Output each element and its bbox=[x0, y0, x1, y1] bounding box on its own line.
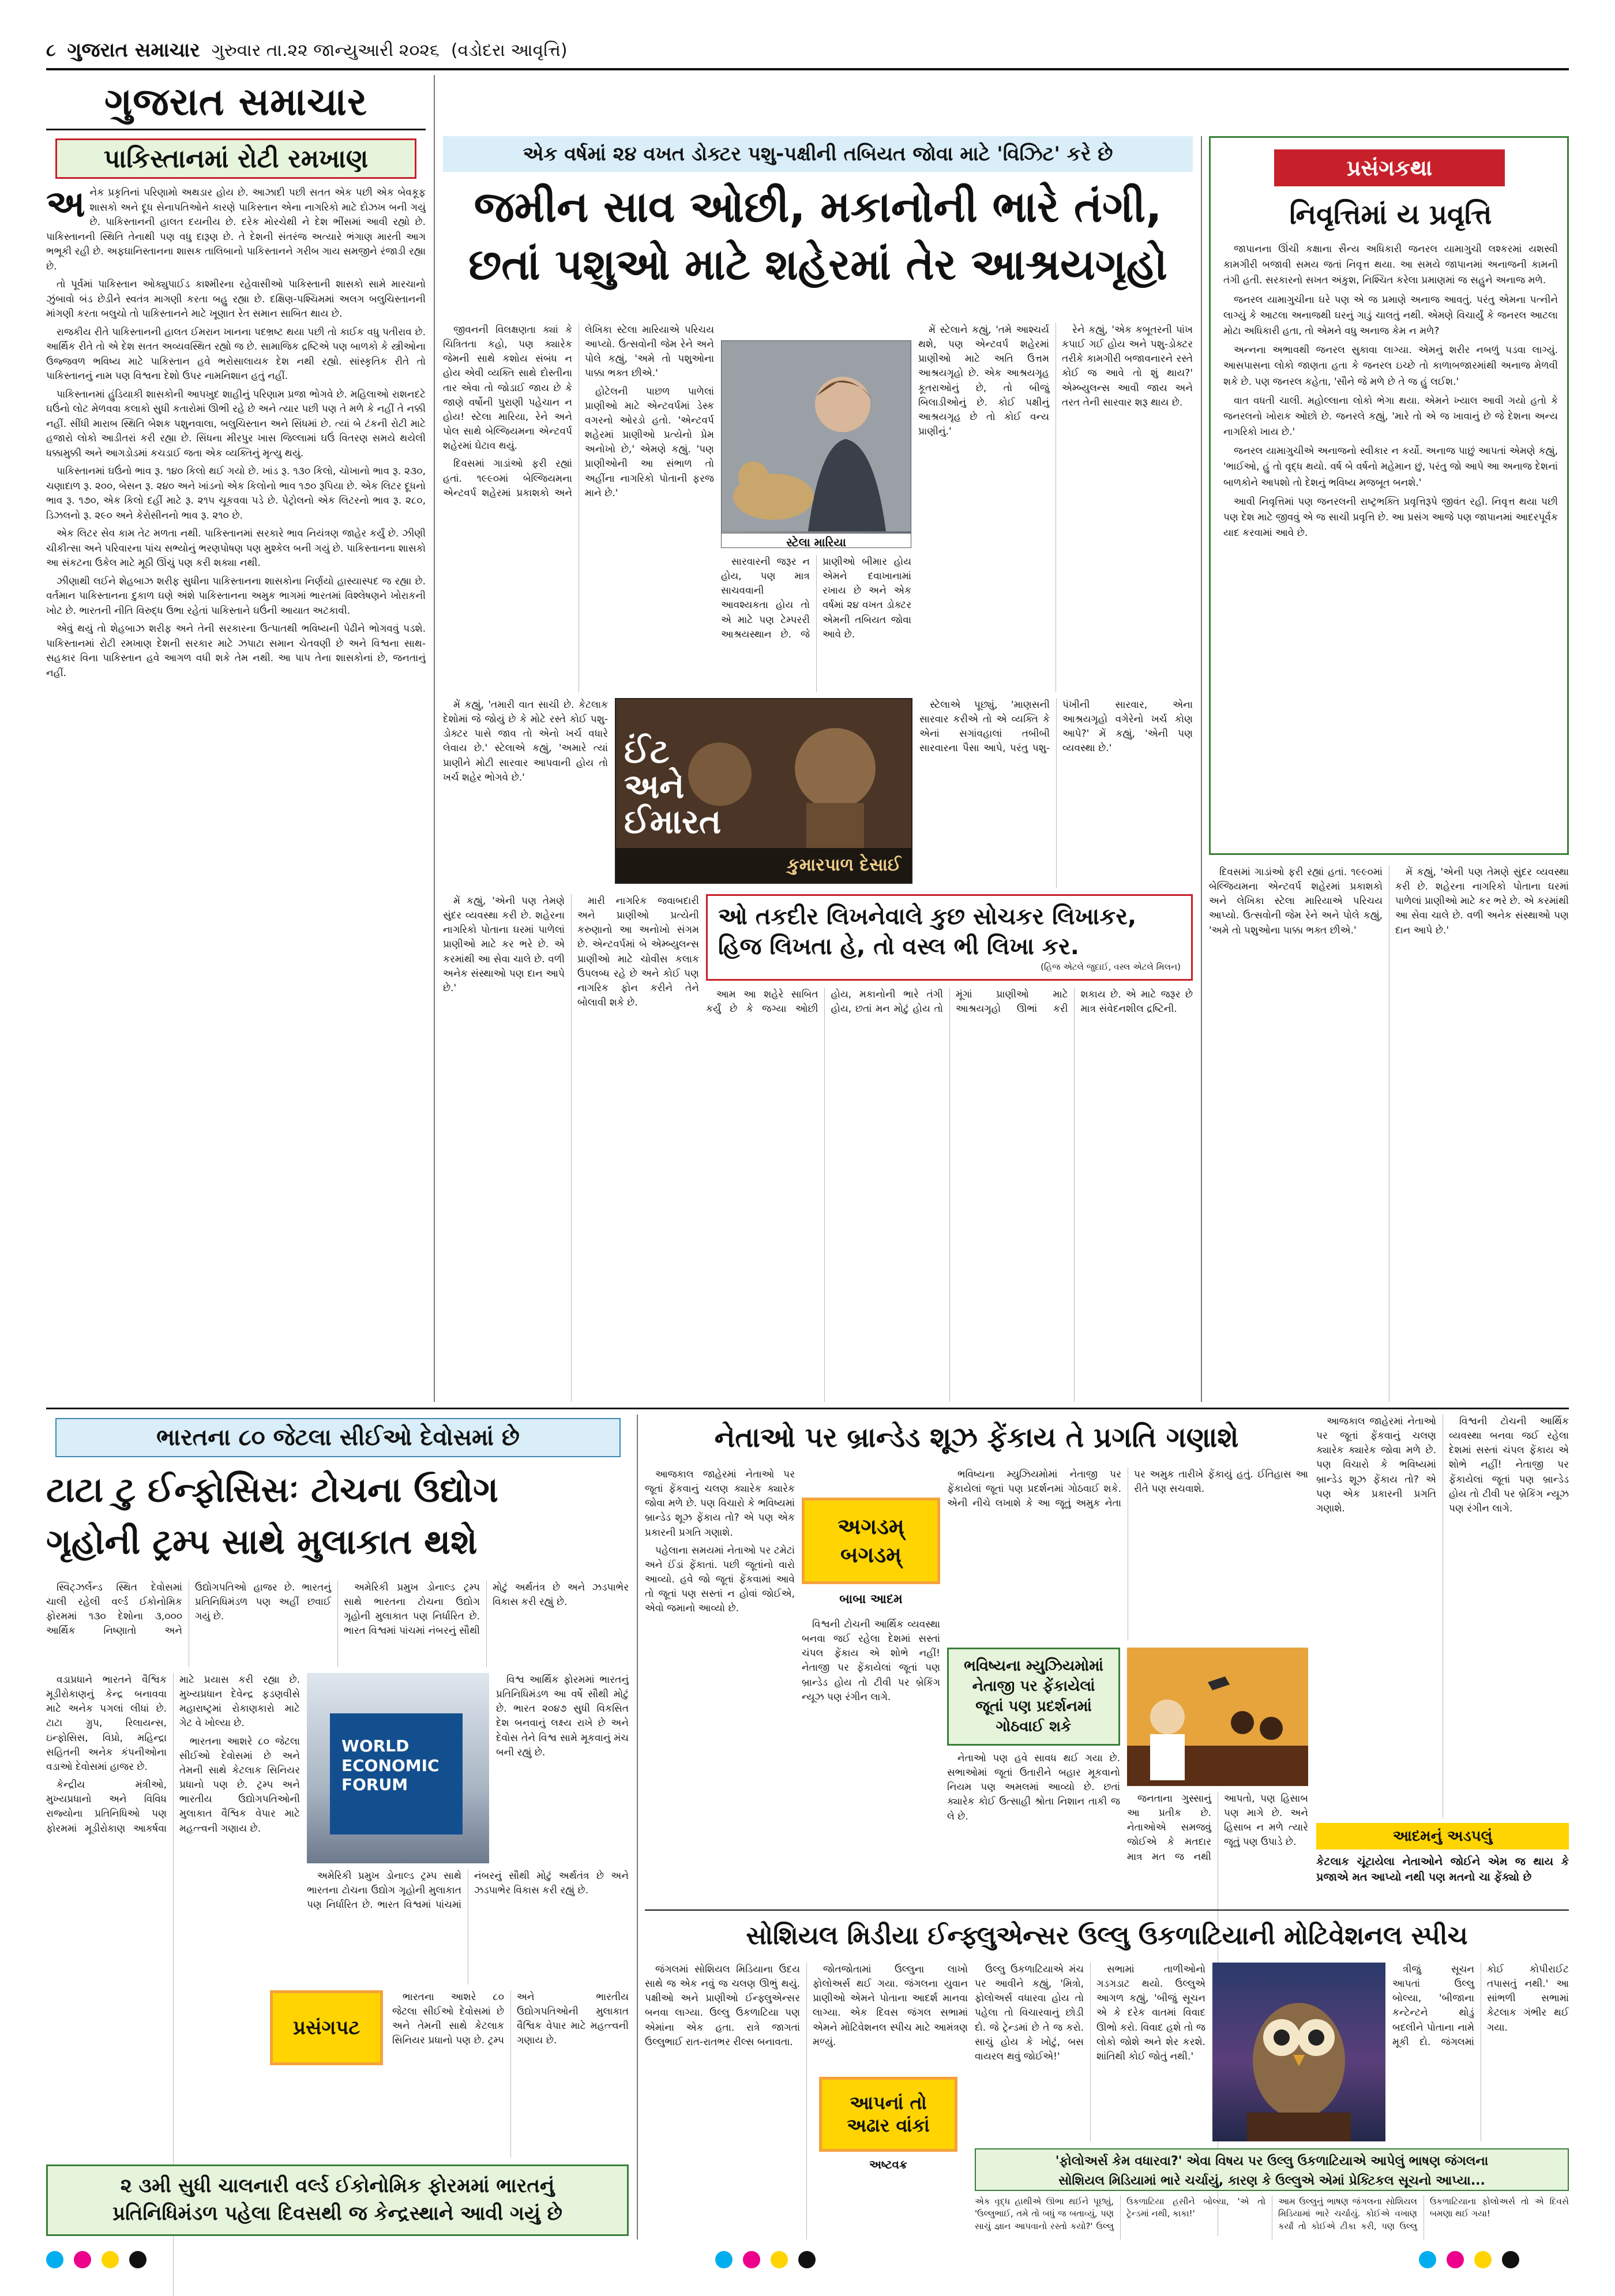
wef-photo bbox=[307, 1673, 489, 1863]
wef-sign-line2: ECONOMIC bbox=[341, 1755, 440, 1775]
story1-para: દિવસમાં ગાડાંઓ ફરી રહ્યાં હતાં. ૧૯૯૦માં બેલ્જિયમના એન્ટવર્પ શહેરમાં પ્રકાશકો અને લેખિકા સ્ટેલા મારિયાએ પરિચય આપ્યો. ઉત્સવોની જેમ રેને અને પોલે કહ્યું, 'અમે તો પશુઓના પાક્કા ભક્ત છીએ.' bbox=[443, 324, 714, 499]
story4-headline bbox=[645, 1914, 1569, 1958]
story3-end-note bbox=[1316, 1854, 1569, 1900]
black-dot-icon bbox=[1502, 2251, 1519, 2268]
story4-body-d bbox=[975, 2196, 1569, 2239]
section-rule bbox=[645, 1909, 1569, 1911]
black-dot-icon bbox=[129, 2251, 147, 2268]
magenta-dot-icon bbox=[1447, 2251, 1464, 2268]
story3-para: વિશ્વની ટોચની આર્થિક વ્યવસ્થા બનવા જઈ રહેલા દેશમાં સસ્તાં ચંપલ ફેંકાય એ શોભે નહીં! નેતાજી પર ફેંકાયેલાં જૂતાં પણ બ્રાન્ડેડ હોય તો ટીવી પર બ્રેકિંગ ન્યૂઝ પણ રંગીન લાગે. bbox=[802, 1619, 940, 1703]
story3-cartoon bbox=[1127, 1648, 1308, 1786]
magenta-dot-icon bbox=[743, 2251, 760, 2268]
story4-para: ઉલ્લુ ઉકળાટિયાએ મંચ પર આવીને કહ્યું, 'મિત્રો, ફોલોઅર્સ વધારવા હોય તો પહેલા તો વિચારવાનું છોડી દો. જે ટ્રેન્ડમાં છે તે જ કરો. સાચું હોય કે ખોટું, બસ વાયરલ થવું જોઈએ!' bbox=[975, 1964, 1084, 2062]
yellow-dot-icon bbox=[102, 2251, 119, 2268]
story3-body-a bbox=[645, 1468, 795, 1837]
editorial-dropcap: અ bbox=[46, 186, 85, 226]
story3-end-label bbox=[1316, 1823, 1569, 1849]
paper-name-small: ગુજરાત સમાચાર bbox=[67, 39, 200, 62]
story1-body-a bbox=[443, 323, 714, 692]
dateline: ગુરુવાર તા.૨૨ જાન્યુઆરી ૨૦૨૬ bbox=[211, 40, 440, 61]
story4-author-text: અષ્ટવક્ર bbox=[869, 2158, 908, 2171]
prasangkatha-label-text: પ્રસંગકથા bbox=[1346, 155, 1433, 181]
story3-para: ભવિષ્યના મ્યુઝિયમોમાં નેતાજી પર ફેંકાયેલાં જૂતાં પણ પ્રદર્શનમાં ગોઠવાઈ શકે. એની નીચે લખાશે કે આ જૂતું અમુક નેતા પર અમુક તારીખે ફેંકાયું હતું. ઈતિહાસ આ રીતે પણ સચવાશે. bbox=[947, 1469, 1308, 1510]
story3-col-label: અગડમ્ બગડમ્ bbox=[837, 1513, 904, 1567]
story4-headline-text: સોશિયલ મિડીયા ઈન્ફ્લુએન્સર ઉલ્લુ ઉકળાટિયાની મોટિવેશનલ સ્પીચ bbox=[746, 1921, 1468, 1950]
story4-col-label-box bbox=[819, 2077, 957, 2152]
story3-body-b bbox=[802, 1618, 940, 1837]
editorial-para: રાજકીય રીતે પાકિસ્તાનની હાલત ઈમરાન ખાનના પદભ્રષ્ટ થયા પછી તો કાઈક વધુ પતીરાવ છે. આર્થિક રીતે તો એ દેશ સતત અવ્યવસ્થિત રહ્યો જ છે. સામાજિક દ્રષ્ટિએ પણ બાળકો કે સ્ત્રીઓના ઉજ્જવળ ભવિષ્ય માટે પાકિસ્તાન હવે ભરોસાલાયક દેશ નથી રહ્યો. સાંસ્કૃતિક રીતે તો પાકિસ્તાનનું નામ પણ વિશ્વના દેશો ઉપર નામનિશાન હતું નહીં. bbox=[46, 326, 426, 382]
story3-para: જનતાના ગુસ્સાનું આ પ્રતીક છે. નેતાઓએ સમજવું જોઈએ કે મતદાર માત્ર મત જ નથી આપતો, પણ હિસાબ પણ માગે છે. અને હિસાબ ન મળે ત્યારે જૂતું પણ ઉપાડે છે. bbox=[1127, 1793, 1308, 1863]
prasangkatha-para: આવી નિવૃત્તિમાં પણ જનરલની રાષ્ટ્રભક્તિ પ્રવૃત્તિરૂપે જીવંત રહી. નિવૃત્ત થયા પછી પણ દેશ માટે જીવવું એ જ સાચી પ્રવૃત્તિ છે. આ પ્રસંગ આજે પણ જાપાનમાં આદરપૂર્વક યાદ કરવામાં આવે છે. bbox=[1223, 496, 1558, 539]
story2-body-c bbox=[496, 1673, 629, 1863]
story1-para: દિવસમાં ગાડાંઓ ફરી રહ્યાં હતાં. ૧૯૯૦માં બેલ્જિયમના એન્ટવર્પ શહેરમાં પ્રકાશકો અને લેખિકા સ્ટેલા મારિયાએ પરિચય આપ્યો. ઉત્સવોની જેમ રેને અને પોલે કહ્યું, 'અમે તો પશુઓના પાક્કા ભક્ત છીએ.' bbox=[1209, 866, 1383, 936]
story1-photo bbox=[721, 340, 911, 548]
cyan-dot-icon bbox=[46, 2251, 63, 2268]
prasangkatha-box bbox=[1209, 136, 1569, 855]
story2-headline bbox=[46, 1464, 629, 1574]
story4-para: જંગલમાં સોશિયલ મિડિયાના ઉદય સાથે જ એક નવું જ ચલણ ઊભું થયું. પક્ષીઓ અને પ્રાણીઓ ઈન્ફ્લુએન્સર બનવા લાગ્યા. ઉલ્લુ ઉકળાટિયા પણ એમાંના એક હતા. રાત્રે જાગતાં ઉલ્લુભાઈ રાત-રાતભર રીલ્સ બનાવતા. bbox=[645, 1964, 800, 2048]
story3-para: આજકાલ જાહેરમાં નેતાઓ પર જૂતાં ફેંકવાનું ચલણ ક્યારેક ક્યારેક જોવા મળે છે. પણ વિચારો કે ભવિષ્યમાં બ્રાન્ડેડ શૂઝ ફેંકાય તો? એ પણ એક પ્રકારની પ્રગતિ ગણાશે. bbox=[1316, 1416, 1436, 1514]
story1-para: મારી નાગરિક જવાબદારી અને પ્રાણીઓ પ્રત્યેની કરુણાનો આ અનોખો સંગમ છે. એન્ટવર્પમાં બે એમ્બ્યુલન્સ પ્રાણીઓ માટે ચોવીસ કલાક ઉપલબ્ધ રહે છે અને કોઈ પણ નાગરિક ફોન કરીને તેને બોલાવી શકે છે. bbox=[577, 895, 699, 1009]
editorial-title-box bbox=[55, 138, 416, 179]
quote-line1: ઓ તકદીર લિખનેવાલે કુછ સોચકર લિખાકર, bbox=[718, 903, 1137, 930]
shoe-throwing-crowd-image bbox=[1127, 1648, 1308, 1786]
story3-body-c bbox=[947, 1468, 1308, 1641]
story1-photo-caption: સ્ટેલા મારિયા bbox=[722, 534, 911, 548]
story1-body-c bbox=[721, 555, 911, 692]
story3-para: નેતાઓ પણ હવે સાવધ થઈ ગયા છે. સભાઓમાં જૂતાં ઉતારીને બહાર મૂકવાનો નિયમ પણ અમલમાં આવ્યો છે. છતાં ક્યારેક કોઈ ઉત્સાહી શ્રોતા નિશાન તાકી જ લે છે. bbox=[947, 1753, 1120, 1822]
prasangpat-label bbox=[270, 1990, 383, 2065]
story3-body-f bbox=[1316, 1415, 1569, 1818]
quote-line2: હિજ લિખતા હે, તો વસ્લ ભી લિખા કર. bbox=[718, 933, 1079, 960]
editorial-para: એક લિટર સેવ કામ તેટ મળતા નથી. પાકિસ્તાનમાં સરકારે ભાવ નિયંત્રણ જાહેર કર્યું છે. ઝીણી ચીકીત્સા અને પરિવારના પાંચ સભ્યોનું ભરણપોષણ પણ મુશ્કેલ બની ગયું છે. પાકિસ્તાનના શાસકો આ સંકટના ઉકેલ માટે મૂઠી ઊંચું પણ કરી શક્યા નથી. bbox=[46, 528, 426, 569]
registration-marks-left bbox=[46, 2251, 196, 2272]
editorial-para: એવું થયું તો શેહબાઝ શરીફ અને તેની સરકારના ઉત્પાતથી ભવિષ્યની પેઢીને ભોગવવું પડશે. પાકિસ્તાનમાં રોટી રમખાણ દેશની સરકાર માટે ઝપાટા સમાન ચેતવણી છે અને વિશ્વના સાથ-સહકાર વિના પાકિસ્તાન હવે આગળ વધી શકે તેમ નથી. આ પાપ તેના શાસકોનાં છે, જનતાનું નહીં. bbox=[46, 623, 426, 679]
edition-label: (વડોદરા આવૃત્તિ) bbox=[450, 40, 568, 61]
story4-para: સભામાં તાળીઓનો ગડગડાટ થયો. ઉલ્લુએ આગળ કહ્યું, 'બીજું સૂચન એ કે દરેક વાતમાં વિવાદ ઊભો કરો. વિવાદ હશે તો જ લોકો જોશે અને શેર કરશે. શાંતિથી કોઈ જોતું નથી.' bbox=[1096, 1964, 1205, 2062]
story2-body-a bbox=[46, 1581, 629, 1667]
yellow-dot-icon bbox=[1474, 2251, 1492, 2268]
story2-body-d bbox=[307, 1869, 629, 1984]
story1-para: મેં સ્ટેલાને કહ્યું, 'તમે આશ્ચર્ય થશે, પણ એન્ટવર્પ શહેરમાં પ્રાણીઓ માટે અતિ ઉત્તમ આશ્રયગૃહો છે. એક આશ્રયગૃહ કૂતરાઓનું છે, તો બીજું બિલાડીઓનું છે. કોઈ પક્ષીનું આશ્રયગૃહ છે તો કોઈ વન્ય પ્રાણીનું.' bbox=[918, 324, 1049, 438]
masthead-title: ગુજરાત સમાચાર bbox=[104, 78, 367, 124]
story1-para: સારવારની જરૂર ન હોય, પણ માત્ર સાચવવાની આવશ્યકતા હોય તો એ માટે પણ ટેમ્પરરી આશ્રયસ્થાન છે. જે પ્રાણીઓ બીમાર હોય એમને દવાખાનામાં રખાય છે અને એક વર્ષમાં ૨૪ વખત ડોક્ટર એમની તબિયત જોવા આવે છે. bbox=[721, 556, 911, 640]
story3-end-note-text: કેટલાક ચૂંટાયેલા નેતાઓને જોઈને એમ જ થાય કે પ્રજાએ મત આપ્યો નથી પણ મતનો ચા ફેંક્યો છે bbox=[1316, 1855, 1569, 1884]
prasangkatha-label bbox=[1274, 149, 1505, 186]
book-title: ઈંટ અને ઈમારત bbox=[624, 731, 722, 841]
woman-with-dog-image bbox=[722, 341, 911, 531]
story1-para: મેં કહ્યું, 'એની પણ તેમણે સુંદર વ્યવસ્થા કરી છે. શહેરના નાગરિકો પોતાના ઘરમાં પાળેલાં પ્રાણીઓ માટે કર ભરે છે. એ કરમાંથી આ સેવા ચાલે છે. વળી અનેક સંસ્થાઓ પણ દાન આપે છે.' bbox=[1395, 866, 1569, 936]
davos-footer-box bbox=[46, 2164, 629, 2236]
book-author: કુમારપાળ દેસાઈ bbox=[616, 848, 911, 883]
story4-para: એક વૃદ્ધ હાથીએ ઊભા થઈને પૂછ્યું, 'ઉલ્લુભાઈ, તમે તો બધું જ બતાવ્યું, પણ સાચું જ્ઞાન આપવાનો રસ્તો કયો?' ઉલ્લુ ઉકળાટિયા હસીને બોલ્યા, 'એ તો ટ્રેન્ડમાં નથી, કાકા!' bbox=[975, 2196, 1265, 2231]
quote-box bbox=[706, 894, 1193, 981]
story2-body-e bbox=[392, 1990, 629, 2158]
black-dot-icon bbox=[798, 2251, 816, 2268]
editorial-para: તો પૂર્વમાં પાકિસ્તાન ઓક્યુપાઈડ કાશ્મીરના રહેવાસીઓ પાકિસ્તાની શાસકો સામે મારચાનો ઝુંબાવો બંડ છેડીને સ્વતંત્ર માગણી કરતા બહુ રહ્યા છે. દક્ષિણ-પશ્ચિમમાં અલગ બલુચિસ્તાનની માંગણી કરતા બલુચો તો પાકિસ્તાનને માટે ખૂણાત રેત સમાન સાબિત થાય છે. bbox=[46, 279, 426, 320]
footer-line2: પ્રતિનિધિમંડળ પહેલા દિવસથી જ કેન્દ્રસ્થાને આવી ગયું છે bbox=[112, 2202, 562, 2225]
wef-sign-line3: FORUM bbox=[341, 1775, 408, 1795]
story1-para: મેં કહ્યું, 'તમારી વાત સાચી છે. કેટલાક દેશોમાં જે જોયું છે કે મોટે રસ્તે કોઈ પશુ-ડોક્ટર પાસે જાવ તો એનો ખર્ચ વધારે લેવાય છે.' સ્ટેલાએ કહ્યું, 'અમારે ત્યાં પ્રાણીને મોટી સારવાર આપવાની હોય તો ખર્ચ શહેર ભોગવે છે.' bbox=[443, 699, 608, 783]
prasangpat-label-text: પ્રસંગપટ bbox=[292, 2016, 360, 2039]
story1-body-h bbox=[1209, 865, 1569, 1402]
story2-para: સ્વિટ્ઝર્લેન્ડ સ્થિત દેવોસમાં ચાલી રહેલી વર્લ્ડ ઈકોનોમિક ફોરમમાં ૧૩૦ દેશોના ૩,૦૦૦ આર્થિક નિષ્ણાતો અને ઉદ્યોગપતિઓ હાજર છે. ભારતનું પ્રતિનિધિમંડળ પણ અહીં છવાઈ ગયું છે. bbox=[46, 1582, 331, 1637]
story3-para: વિશ્વની ટોચની આર્થિક વ્યવસ્થા બનવા જઈ રહેલા દેશમાં સસ્તાં ચંપલ ફેંકાય એ શોભે નહીં! નેતાજી પર ફેંકાયેલાં જૂતાં પણ બ્રાન્ડેડ હોય તો ટીવી પર બ્રેકિંગ ન્યૂઝ પણ રંગીન લાગે. bbox=[1449, 1416, 1569, 1514]
story2-para: કેન્દ્રીય મંત્રીઓ, મુખ્યપ્રધાનો અને વિવિધ રાજ્યોના પ્રતિનિધિઓ પણ ફોરમમાં મૂડીરોકાણ આકર્ષવા માટે પ્રયાસ કરી રહ્યા છે. મુખ્યપ્રધાન દેવેન્દ્ર ફડણવીસે મહારાષ્ટ્રમાં રોકાણકારો માટે ગેટ વે ખોલ્યા છે. bbox=[46, 1674, 300, 1834]
story1-kicker: એક વર્ષમાં ૨૪ વખત ડોક્ટર પશુ-પક્ષીની તબિયત જોવા માટે 'વિઝિટ' કરે છે bbox=[523, 142, 1113, 166]
story1-body-b bbox=[918, 323, 1193, 692]
story1-para: સ્ટેલાએ પૂછ્યું, 'માણસની સારવાર કરીએ તો એ વ્યક્તિ કે એનાં સગાંવહાલાં તબીબી સારવારના પૈસા આપે, પરંતુ પશુ-પંખીની સારવાર, એના આશ્રયગૃહો વગેરેનો ખર્ચ કોણ આપે?' મેં કહ્યું, 'એની પણ વ્યવસ્થા છે.' bbox=[919, 699, 1193, 755]
story3-para: પહેલાના સમયમાં નેતાઓ પર ટમેટાં અને ઈંડાં ફેંકાતાં. પછી જૂતાંનો વારો આવ્યો. હવે જો જૂતાં ફેંકવામાં આવે તો જૂતાં પણ સસ્તાં ન હોવાં જોઈએ, એવો જમાનો આવ્યો છે. bbox=[645, 1544, 795, 1615]
story1-para: મેં કહ્યું, 'એની પણ તેમણે સુંદર વ્યવસ્થા કરી છે. શહેરના નાગરિકો પોતાના ઘરમાં પાળેલાં પ્રાણીઓ માટે કર ભરે છે. એ કરમાંથી આ સેવા ચાલે છે. વળી અનેક સંસ્થાઓ પણ દાન આપે છે.' bbox=[443, 895, 565, 994]
prasangkatha-para: અન્નના અભાવથી જનરલ સુકાવા લાગ્યા. એમનું શરીર નબળું પડવા લાગ્યું. આસપાસના લોકો જાણતા હતા કે જનરલ ઇચ્છે તો કાળાબજારમાંથી અનાજ મેળવી શકે છે. પણ જનરલ કહેતા, 'સૌને જે મળે છે તે જ હું લઈશ.' bbox=[1223, 344, 1558, 388]
story3-author bbox=[802, 1592, 940, 1613]
wef-sign bbox=[330, 1713, 463, 1834]
cyan-dot-icon bbox=[715, 2251, 733, 2268]
story1-body-d bbox=[443, 698, 608, 888]
header-rule bbox=[46, 68, 1569, 70]
story1-body-f bbox=[443, 894, 699, 1402]
story3-pull-quote-text: ભવિષ્યના મ્યુઝિયમોમાં નેતાજી પર ફેંકાયેલાં જૂતાં પણ પ્રદર્શનમાં ગોઠવાઈ શકે bbox=[964, 1657, 1103, 1736]
story2-para: વિશ્વ આર્થિક ફોરમમાં ભારતનું પ્રતિનિધિમંડળ આ વર્ષે સૌથી મોટું છે. ભારત ૨૦૪૭ સુધી વિકસિત દેશ બનવાનું લક્ષ્ય રાખે છે અને દેવોસ તેને વિશ્વ સામે મૂકવાનું મંચ બની રહ્યું છે. bbox=[496, 1674, 629, 1758]
story4-para: આમ ઉલ્લુનું ભાષણ જંગલના સોશિયલ મિડિયામાં ભારે ચર્ચાયું. કોઈએ વખાણ કર્યાં તો કોઈએ ટીકા કરી, પણ ઉલ્લુ ઉકળાટિયાના ફોલોઅર્સ તો એ દિવસે બમણા થઈ ગયા! bbox=[1278, 2196, 1569, 2231]
registration-marks-center bbox=[715, 2251, 900, 2272]
story1-headline bbox=[443, 179, 1193, 312]
story1-para: રેને કહ્યું, 'એક કબૂતરની પાંખ કપાઈ ગઈ હોય અને પશુ-ડોક્ટર તરીકે કામગીરી બજાવનારને રસ્તે કોઈ જ આવે તો શું થાય?' એમ્બ્યુલન્સ આવી જાય અને તરત તેની સારવાર શરૂ થાય છે. bbox=[1062, 324, 1193, 408]
owl-speaker-image bbox=[1212, 1963, 1385, 2141]
page-number: ૮ bbox=[46, 40, 56, 61]
story1-body-g bbox=[706, 988, 1193, 1402]
story2-para: ભારતના આશરે ૮૦ જેટલા સીઈઓ દેવોસમાં છે અને તેમની સાથે કેટલાક સિનિયર પ્રધાનો પણ છે. ટ્રમ્પ અને ભારતીય ઉદ્યોગપતિઓની મુલાકાત વૈશ્વિક વેપાર માટે મહત્ત્વની ગણાય છે. bbox=[179, 1735, 300, 1834]
story2-headline-line1: ટાટા ટુ ઈન્ફોસિસઃ ટોચના ઉદ્યોગ bbox=[46, 1470, 498, 1510]
story3-headline bbox=[645, 1415, 1308, 1461]
story4-para: ત્રીજું સૂચન આપતાં ઉલ્લુ બોલ્યા, 'બીજાના કન્ટેન્ટને થોડું બદલીને પોતાના નામે મૂકી દો. જંગલમાં કોઈ કોપીરાઈટ તપાસતું નથી.' આ સાંભળી સભામાં કેટલાક ગંભીર થઈ ગયા. bbox=[1392, 1964, 1569, 2048]
story1-kicker-bar bbox=[443, 136, 1193, 172]
prasangkatha-title-text: નિવૃત્તિમાં ય પ્રવૃત્તિ bbox=[1289, 198, 1492, 231]
column-rule bbox=[1201, 136, 1202, 1402]
story4-col-label-line1: આપનાં તો bbox=[850, 2092, 927, 2114]
story2-para: વડાપ્રધાને ભારતને વૈશ્વિક મૂડીરોકાણનું કેન્દ્ર બનાવવા માટે અનેક પગલાં લીધાં છે. ટાટા ગ્રુપ, રિલાયન્સ, ઇન્ફોસિસ, વિપ્રો, મહિન્દ્રા સહિતની અનેક કંપનીઓના વડાઓ દેવોસમાં હાજર છે. bbox=[46, 1674, 167, 1773]
story2-kicker: ભારતના ૮૦ જેટલા સીઈઓ દેવોસમાં છે bbox=[156, 1424, 520, 1451]
editorial-para: ઝીણાથી લઈને શેહબાઝ શરીફ સુધીના પાકિસ્તાનના શાસકોના નિર્ણયો હાસ્યાસ્પદ જ રહ્યા છે. વર્તમાન પાકિસ્તાનના દુકાળ ઘણે અંશે પાકિસ્તાનના અમુક ભાગમાં ભારતમાં વિશ્લેષણને ખોરાકની ખોટ છે. ભારતની નીતિ વિરુદ્ધ ઉભા રહેતાં પાકિસ્તાને ઘઉંની આયાત અટકાવી. bbox=[46, 575, 426, 617]
story1-headline-line2: છતાં પશુઓ માટે શહેરમાં તેર આશ્રયગૃહો bbox=[468, 239, 1167, 290]
story2-para: ભારતના આશરે ૮૦ જેટલા સીઈઓ દેવોસમાં છે અને તેમની સાથે કેટલાક સિનિયર પ્રધાનો પણ છે. ટ્રમ્પ અને ભારતીય ઉદ્યોગપતિઓની મુલાકાત વૈશ્વિક વેપાર માટે મહત્ત્વની ગણાય છે. bbox=[392, 1991, 629, 2047]
story4-author bbox=[819, 2158, 957, 2175]
yellow-dot-icon bbox=[771, 2251, 788, 2268]
column-rule bbox=[434, 75, 435, 1402]
story3-end-label-text: આદમનું અડપલું bbox=[1392, 1828, 1493, 1845]
editorial-para: નેક પ્રકૃતિનાં પરિણામો અથડાર હોય છે. આઝાદી પછી સતત એક પછી એક બેવકૂફ શાસકો અને દૂધ સેનાપતિઓને કારણે પાકિસ્તાન એના નાગરિકો માટે દોઝખ બની ગયું છે. પાકિસ્તાનની હાલત દયનીય છે. દરેક મોરચેથી ને દેશ ભીંસમાં આવી રહ્યો છે. પાકિસ્તાનની સ્થિતિ તેનાથી પણ વધુ દારૂણ છે. તે દેશની સંતરંજ અત્યારે ભંગાણ મારતી આગ ભભૂકી રહી છે. અફઘાનિસ્તાનના શાસક તાલિબાનો પાકિસ્તાનને ગરીબ ગાય સમજીને રંજાડી રહ્યા છે. bbox=[46, 187, 426, 272]
story4-pull-quote-line2: સોશિયલ મિડિયામાં ભારે ચર્ચાયું, કારણ કે ઉલ્લુએ એમાં પ્રેક્ટિકલ સૂચનો આપ્યા... bbox=[1058, 2174, 1485, 2189]
masthead bbox=[46, 75, 426, 130]
column-rule bbox=[637, 1415, 638, 2239]
story3-pull-quote bbox=[947, 1648, 1120, 1746]
story2-para: અમેરિકી પ્રમુખ ડોનાલ્ડ ટ્રમ્પ સાથે ભારતના ટોચના ઉદ્યોગ ગૃહોની મુલાકાત પણ નિર્ધારિત છે. ભારત વિશ્વમાં પાંચમાં નંબરનું સૌથી મોટું અર્થતંત્ર છે અને ઝડપાભેર વિકાસ કરી રહ્યું છે. bbox=[307, 1870, 629, 1911]
story4-body-b bbox=[975, 1963, 1205, 2141]
quote-source: (હિજ એટલે જુદાઈ, વસ્લ એટલે મિલન) bbox=[1041, 962, 1181, 972]
story4-pull-quote-line1: 'ફોલોઅર્સ કેમ વધારવા?' એવા વિષય પર ઉલ્લુ ઉકળાટિયાએ આપેલું ભાષણ જંગલના bbox=[1055, 2154, 1489, 2169]
prasangkatha-para: જનરલ યામાગુચીના ઘરે પણ એ જ પ્રમાણે અનાજ આવતું. પરંતુ એમના પત્નીને લાગ્યું કે આટલા અનાજથી ઘરનું ગાડું ચાલતું નથી. એમણે વિચાર્યું કે જનરલ આટલા મોટા અધિકારી હતા, તો એમને વધુ અનાજ કેમ ન મળે? bbox=[1223, 294, 1558, 337]
editorial-title: પાકિસ્તાનમાં રોટી રમખાણ bbox=[103, 144, 369, 174]
story2-kicker-bar bbox=[55, 1418, 621, 1457]
book-banner bbox=[615, 698, 912, 884]
story3-col-label-box bbox=[802, 1498, 940, 1584]
story3-author-text: બાબા આદમ bbox=[839, 1592, 903, 1607]
editorial-para: પાકિસ્તાનમાં હુંડિયાકી શાસકોની આપખુદ શાહીનું પરિણામ પ્રજા ભોગવે છે. મહિલાઓ રાશનદટે ઘઉંનો લોટ મેળવવા કલાકો સુધી કતારોમાં ઊભી રહે છે અને ત્યાર પછી પણ તે મળે કે નહીં તે નક્કી નહીં. સીંધી મારાબ સ્થિતિ બેશક પશુનવાલા, બલુચિસ્તાન અને સિંધમાં છે. ત્યાં બે ટંકની રોટી માટે હજારો લોકો આડીતરાં કરી રહ્યા છે. સિંધના મીરપુર ખાસ જિલ્લામાં ઘઉં વિતરણ સમયે થયેલી ધક્કામુક્કી અને આગડોડમાં કચડાઈ જતા એક વ્યક્તિનું મૃત્યુ થયું. bbox=[46, 388, 426, 459]
cyan-dot-icon bbox=[1419, 2251, 1436, 2268]
story1-body-e bbox=[919, 698, 1193, 888]
prasangkatha-title bbox=[1211, 193, 1569, 236]
editorial-para: પાકિસ્તાનમાં ઘઉંનો ભાવ રૂ. ૧૪૦ કિલો થઈ ગયો છે. ખાંડ રૂ. ૧૩૦ કિલો, ચોખાનો ભાવ રૂ. ૨૩૦, ચણાદાળ રૂ. ૨૦૦, બેસન રૂ. ૨૪૦ અને ખાંડનો એક કિલોનો ભાવ ૧૭૦ રૂપિયા છે. એક લિટર દૂધનો ભાવ રૂ. ૧૭૦, એક કિલો દહીં માટે રૂ. ૨૧૫ ચૂકવવા પડે છે. પેટ્રોલનો એક લિટરનો ભાવ રૂ. ૨૮૦, ડિઝલનો રૂ. ૨૯૦ અને કેરોસીનનો ભાવ રૂ. ૨૧૦ છે. bbox=[46, 466, 426, 522]
prasangkatha-para: વાત વધતી ચાલી. મહોલ્લાના લોકો ભેગા થયા. એમને ખ્યાલ આવી ગયો હતો કે જનરલનો ખોરાક ઓછો છે. જનરલે કહ્યું, 'મારે તો એ જ ખાવાનું છે જે દેશના અન્ય નાગરિકો ખાય છે.' bbox=[1223, 395, 1558, 438]
wef-sign-line1: WORLD bbox=[341, 1736, 410, 1755]
prasangkatha-para: જનરલ યામાગુચીએ અનાજનો સ્વીકાર ન કર્યો. અનાજ પાછું આપતાં એમણે કહ્યું, 'ભાઈઓ, હું તો વૃદ્ધ થયો. વર્ષ બે વર્ષનો મહેમાન છું, પરંતુ જો આપે આ અનાજ દેશનાં બાળકોને આપશો તો દેશનું ભવિષ્ય મજબૂત બનશે.' bbox=[1223, 445, 1558, 489]
owl-image bbox=[1212, 1963, 1385, 2141]
page-header bbox=[46, 36, 1569, 65]
story4-col-label-line2: અઢાર વાંકાં bbox=[847, 2114, 930, 2136]
magenta-dot-icon bbox=[74, 2251, 91, 2268]
story1-para: હોટેલની પાછળ પાળેલાં પ્રાણીઓ માટે એન્ટવર્પમાં ડેસ્ક વગરનો ઓરડો હતો. 'એન્ટવર્પ શહેરમાં પ્રાણીઓ પ્રત્યેનો પ્રેમ અનોખો છે,' એમણે કહ્યું. 'પણ પ્રાણીઓની આ સંભાળ તો અહીંના નાગરિકો પોતાની ફરજ માને છે.' bbox=[585, 385, 714, 499]
story1-para: જીવનની વિલક્ષણતા ક્યાં કે ચિત્રિતતા કહો, પણ ક્યારેક જેમની સાથે કશોય સંબંધ ન હોય એવી વ્યક્તિ સાથે દોસ્તીના તાર એવા તો જોડાઈ જાય છે કે જાણે વર્ષોની પુરાણી પહેચાન ન હોય! સ્ટેલા મારિયા, રેને અને પોલ સાથે બેલ્જિયમના એન્ટવર્પ શહેરમાં ઘેટાવ થયું. bbox=[443, 324, 572, 452]
prasangkatha-para: જાપાનના ઊંચી કક્ષાના સૈન્ય અધિકારી જનરલ યામાગુચી લશ્કરમાં યશસ્વી કામગીરી બજાવી સમય જતાં નિવૃત્ત થયા. આ સમયે જાપાનમાં અનાજની કામની તંગી હતી. સરકારનો સખત અંકુશ, નિશ્ચિત કરેલા પ્રમાણમાં જ સહુને અનાજ મળે. bbox=[1223, 243, 1558, 287]
story4-body-c bbox=[1392, 1963, 1569, 2141]
story3-para: આજકાલ જાહેરમાં નેતાઓ પર જૂતાં ફેંકવાનું ચલણ ક્યારેક ક્યારેક જોવા મળે છે. પણ વિચારો કે ભવિષ્યમાં બ્રાન્ડેડ શૂઝ ફેંકાય તો? એ પણ એક પ્રકારની પ્રગતિ ગણાશે. bbox=[645, 1469, 795, 1539]
registration-marks-right bbox=[1419, 2251, 1569, 2272]
editorial-body bbox=[46, 186, 426, 1398]
story2-para: અમેરિકી પ્રમુખ ડોનાલ્ડ ટ્રમ્પ સાથે ભારતના ટોચના ઉદ્યોગ ગૃહોની મુલાકાત પણ નિર્ધારિત છે. ભારત વિશ્વમાં પાંચમાં નંબરનું સૌથી મોટું અર્થતંત્ર છે અને ઝડપાભેર વિકાસ કરી રહ્યું છે. bbox=[344, 1582, 629, 1637]
story1-headline-line1: જમીન સાવ ઓછી, મકાનોની ભારે તંગી, bbox=[474, 182, 1162, 232]
story1-para: આમ આ શહેરે સાબિત કર્યું છે કે જગ્યા ઓછી હોય, મકાનોની ભારે તંગી હોય, છતાં મન મોટું હોય તો મૂંગાં પ્રાણીઓ માટે આશ્રયગૃહો ઊભાં કરી શકાય છે. એ માટે જરૂર છે માત્ર સંવેદનશીલ દ્રષ્ટિની. bbox=[706, 989, 1193, 1015]
story3-headline-text: નેતાઓ પર બ્રાન્ડેડ શૂઝ ફેંકાય તે પ્રગતિ ગણાશે bbox=[714, 1421, 1239, 1454]
story4-para: જોતજોતામાં ઉલ્લુના લાખો ફોલોઅર્સ થઈ ગયા. જંગલના યુવાન પ્રાણીઓ એમને પોતાના આદર્શ માનવા લાગ્યા. એક દિવસ જંગલ સભામાં એમને મોટિવેશનલ સ્પીચ માટે આમંત્રણ મળ્યું. bbox=[813, 1964, 968, 2048]
story4-pull-quote bbox=[975, 2148, 1569, 2191]
footer-line1: ૨ ૩મી સુધી ચાલનારી વર્લ્ડ ઈકોનોમિક ફોરમમાં ભારતનું bbox=[120, 2174, 555, 2198]
section-rule bbox=[46, 1408, 1569, 1409]
prasangkatha-body bbox=[1223, 242, 1558, 847]
story2-headline-line2: ગૃહોની ટ્રમ્પ સાથે મુલાકાત થશે bbox=[46, 1522, 478, 1562]
